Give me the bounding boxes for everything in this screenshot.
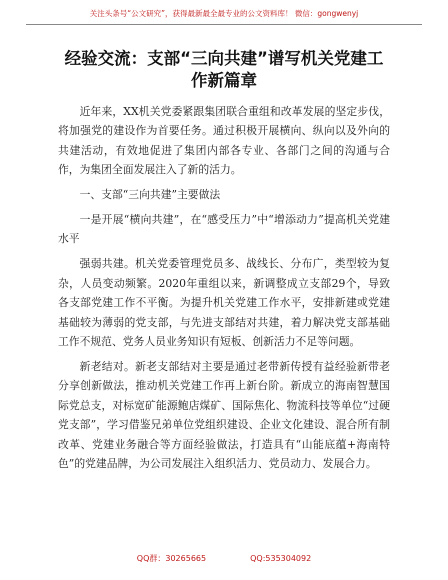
body-paragraph-new-old: 新老结对。新老支部结对主要是通过老带新传授有益经验新带老分享创新做法，推动机关党建工作再上新台阶。新成立的海南智慧国际党总支，对标宽矿能源鲍店煤矿、国际焦化、物流科技等单位“过硬党支部”，学习借鉴兄弟单位党组织建设、企业文化建设、混合所有制改革、党建业务融合等方面经验做法，打造具有“山能底蕴+海南特色”的党建品牌，为公司发展注入组织活力、党员动力、发展合力。 <box>58 359 390 470</box>
subsection-heading: 一是开展“横向共建”，在“感受压力”中“增添动力”提高机关党建水平 <box>58 213 390 246</box>
footer-contact <box>0 553 448 564</box>
qq-group-text: QQ群：30265665 <box>136 554 207 563</box>
section-heading: 一、支部“三向共建”主要做法 <box>79 188 221 202</box>
header-notice: 关注头条号“公文研究”，获得最新最全最专业的公文资料库！ 微信：gongwenyj <box>89 9 359 18</box>
qq-text: QQ:535304092 <box>250 554 312 563</box>
header-divider <box>26 24 422 25</box>
document-body <box>58 102 390 479</box>
title-line-2: 作新篇章 <box>191 71 257 90</box>
body-paragraph-strong-weak: 强弱共建。机关党委管理党员多、战线长、分布广，类型较为复杂，人员变动频繁。2020年重组以来，新调整成立支部29个，导致各支部党建工作不平衡。为提升机关党建工作水平，安排新建或党建基础较为薄弱的党支部，与先进支部结对共建，着力解决党支部基础工作不规范、党务人员业务知识有短板、创新活力不足等问题。 <box>58 257 390 348</box>
intro-paragraph: 近年来，XX机关党委紧跟集团联合重组和改革发展的坚定步伐，将加强党的建设作为首要任务。通过积极开展横向、纵向以及外向的共建活动，有效地促进了集团内部各专业、各部门之间的沟通与合作，为集团全面发展注入了新的活力。 <box>58 105 390 177</box>
title-line-1: 经验交流：支部“三向共建”谱写机关党建工 <box>64 49 384 68</box>
document-title <box>40 48 408 92</box>
